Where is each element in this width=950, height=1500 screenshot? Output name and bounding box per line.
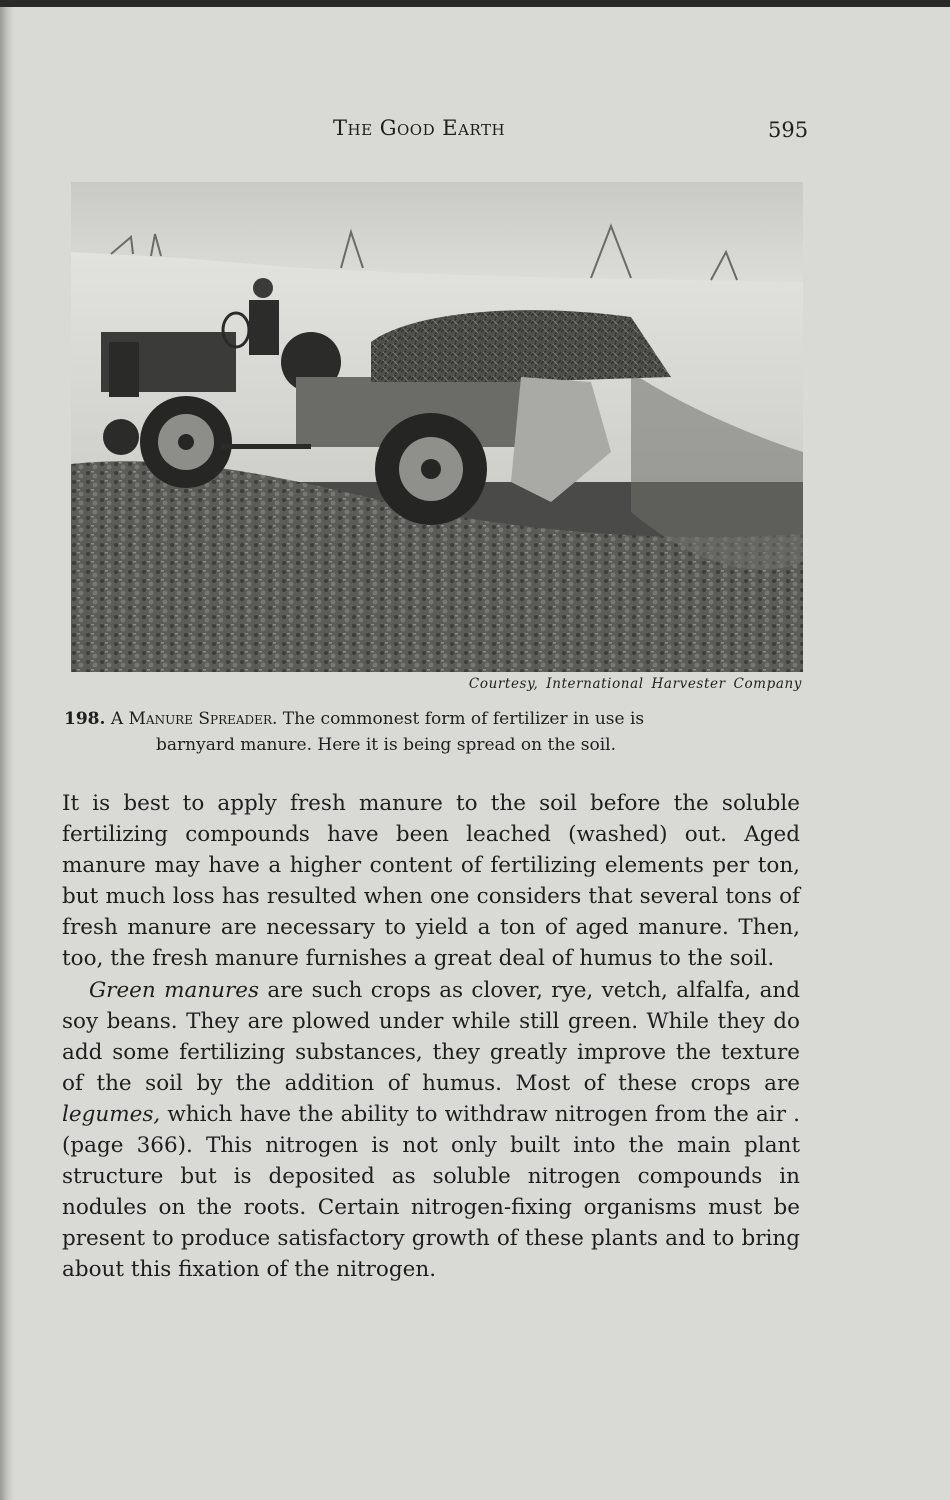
- body-text: [62, 788, 800, 1285]
- term-legumes: legumes,: [62, 1102, 161, 1127]
- figure-title: A Manure Spreader.: [110, 709, 278, 729]
- paragraph-green-manures: [62, 975, 800, 1285]
- page-top-border: [0, 0, 950, 7]
- paragraph-green-manures-part-1: are such crops as clover, rye, vetch, alfalfa, and soy beans. They are plowed under while still green. While they do add some fertilizing substances, they greatly improve the texture of the soil by the addition of humus. Most of these crops are: [62, 978, 800, 1096]
- caption-line-2: barnyard manure. Here it is being spread on the soil.: [156, 735, 617, 755]
- running-head: The Good Earth: [333, 116, 506, 140]
- photo-credit: Courtesy, International Harvester Company: [468, 676, 802, 692]
- paragraph-fresh-manure: It is best to apply fresh manure to the soil before the soluble fertilizing compounds have been leached (washed) out. Aged manure may have a higher content of fertilizing elements per ton, but much loss has resulted when one considers that several tons of fresh manure are necessary to yield a ton of aged manure. Then, too, the fresh manure furnishes a great deal of humus to the soil.: [62, 791, 800, 971]
- page-number: 595: [768, 118, 809, 142]
- manure-spreader-photo: [71, 182, 803, 672]
- figure-number: 198.: [64, 709, 106, 729]
- page-binding-edge: [0, 7, 14, 1500]
- photo-illustration: [71, 182, 803, 672]
- term-green-manures: Green manures: [89, 978, 260, 1003]
- paragraph-green-manures-part-2: which have the ability to withdraw nitrogen from the air .(page 366). This nitrogen is not only built into the main plant structure but is deposited as soluble nitrogen compounds in nodules on the roots. Certain nitrogen-fixing organisms must be present to produce satisfactory growth of these plants and to bring about this fixation of the nitrogen.: [62, 1102, 800, 1282]
- caption-line-1: The commonest form of fertilizer in use is: [282, 709, 645, 729]
- figure-caption: [64, 706, 800, 758]
